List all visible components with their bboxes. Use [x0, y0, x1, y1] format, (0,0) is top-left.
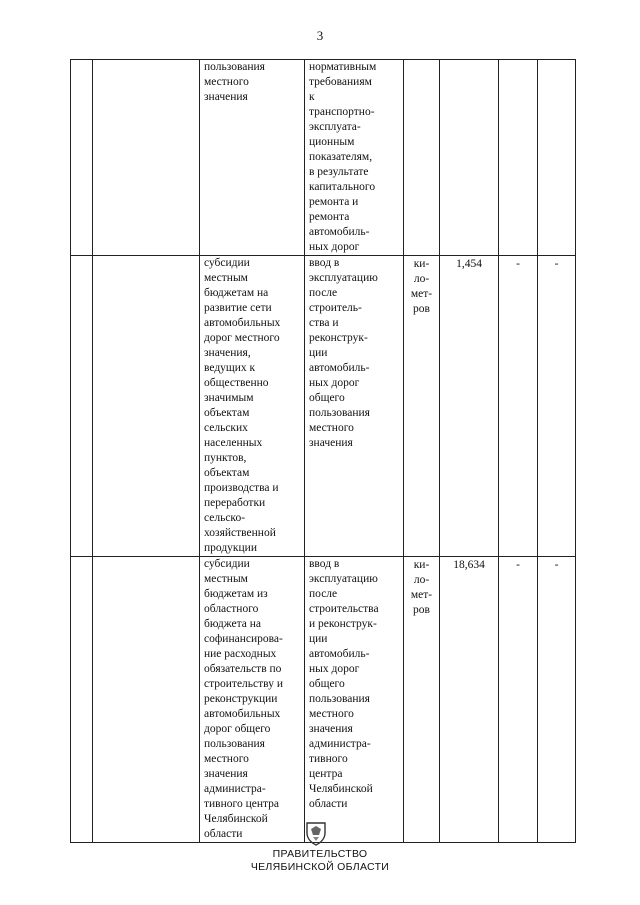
cell-line: пунктов, [204, 452, 247, 464]
cell-line: ки- [413, 559, 430, 571]
cell-line: ции [309, 633, 328, 645]
cell-line: объектам [204, 407, 250, 419]
cell-index [71, 60, 93, 256]
cell-line: мет- [410, 288, 433, 300]
cell-line: эксплуатацию [309, 272, 378, 284]
coat-of-arms-icon [304, 820, 328, 846]
table-row [71, 256, 576, 557]
cell-line: пользования [309, 693, 370, 705]
cell-line: эксплуата- [309, 121, 361, 133]
cell-value-2: - [499, 557, 538, 843]
cell-unit [404, 557, 440, 843]
cell-value-2: - [499, 256, 538, 557]
cell-line: администра- [204, 783, 266, 795]
cell-line: центра [309, 768, 343, 780]
cell-purpose [200, 60, 305, 256]
cell-line: и реконструк- [309, 618, 377, 630]
cell-line: объектам [204, 467, 250, 479]
cell-line: бюджетам на [204, 287, 269, 299]
cell-line: производства и [204, 482, 279, 494]
cell-line: автомобильных [204, 708, 281, 720]
cell-line: общественно [204, 377, 269, 389]
cell-line: ремонта и [309, 196, 359, 208]
cell-value-2 [499, 60, 538, 256]
page-number: 3 [316, 28, 324, 43]
cell-line: пользования [309, 407, 370, 419]
cell-line: автомобильных [204, 317, 281, 329]
cell-line: развитие сети [204, 302, 272, 314]
cell-value-3 [538, 60, 576, 256]
cell-line: ционным [309, 136, 355, 148]
cell-line: местным [204, 573, 248, 585]
cell-line: тивного [309, 753, 348, 765]
cell-line: ров [413, 604, 430, 616]
cell-line: автомобиль- [309, 226, 370, 238]
cell-line: области [204, 828, 243, 840]
cell-line: ремонта [309, 211, 350, 223]
cell-line: субсидии [204, 558, 250, 570]
government-footer [0, 848, 640, 874]
cell-line: к [309, 91, 315, 103]
cell-index [71, 256, 93, 557]
cell-line: значения, [204, 347, 251, 359]
cell-line: после [309, 588, 338, 600]
footer-line-2: ЧЕЛЯБИНСКОЙ ОБЛАСТИ [250, 861, 390, 873]
cell-line: дорог местного [204, 332, 280, 344]
cell-line: ввод в [309, 558, 340, 570]
cell-line: тивного центра [204, 798, 280, 810]
cell-line: сельско- [204, 512, 246, 524]
cell-value-3: - [538, 256, 576, 557]
cell-line: обязательств по [204, 663, 282, 675]
cell-line: требованиям [309, 76, 372, 88]
cell-purpose [200, 557, 305, 843]
cell-line: Челябинской [204, 813, 268, 825]
cell-line: реконструк- [309, 332, 368, 344]
cell-line: ных дорог [309, 241, 360, 253]
cell-line: Челябинской [309, 783, 373, 795]
cell-line: дорог общего [204, 723, 271, 735]
cell-unit [404, 256, 440, 557]
cell-line: в результате [309, 166, 369, 178]
cell-line: реконструкции [204, 693, 278, 705]
cell-task [93, 256, 200, 557]
cell-line: администра- [309, 738, 371, 750]
program-table [70, 59, 576, 843]
cell-line: значения [309, 723, 353, 735]
cell-line: значения [204, 91, 248, 103]
cell-line: местного [204, 753, 249, 765]
cell-task [93, 557, 200, 843]
cell-unit [404, 60, 440, 256]
cell-line: ло- [413, 574, 430, 586]
cell-line: автомобиль- [309, 648, 370, 660]
cell-line: бюджета на [204, 618, 262, 630]
cell-value: 18,634 [440, 557, 499, 843]
cell-line: софинансирова- [204, 633, 283, 645]
table-row [71, 557, 576, 843]
cell-purpose [200, 256, 305, 557]
cell-line: продукции [204, 542, 257, 554]
cell-line: области [309, 798, 348, 810]
cell-index [71, 557, 93, 843]
cell-line: пользования [204, 738, 265, 750]
cell-line: сельских [204, 422, 248, 434]
cell-line: населенных [204, 437, 263, 449]
cell-value-3: - [538, 557, 576, 843]
cell-result [305, 60, 404, 256]
cell-line: местным [204, 272, 248, 284]
cell-line: ввод в [309, 257, 340, 269]
cell-line: нормативным [309, 61, 377, 73]
cell-line: ки- [413, 258, 430, 270]
cell-line: пользования [204, 61, 265, 73]
cell-line: местного [309, 422, 354, 434]
cell-line: общего [309, 678, 345, 690]
cell-value [440, 60, 499, 256]
cell-line: ров [413, 303, 430, 315]
cell-line: хозяйственной [204, 527, 276, 539]
cell-line: бюджетам из [204, 588, 268, 600]
cell-line: строительства [309, 603, 379, 615]
cell-line: значимым [204, 392, 254, 404]
cell-line: показателям, [309, 151, 373, 163]
cell-line: местного [204, 76, 249, 88]
cell-line: эксплуатацию [309, 573, 378, 585]
cell-result [305, 256, 404, 557]
cell-line: строительству и [204, 678, 283, 690]
cell-line: ции [309, 347, 328, 359]
cell-line: значения [204, 768, 248, 780]
cell-line: ло- [413, 273, 430, 285]
cell-line: ных дорог [309, 377, 360, 389]
cell-line: ние расходных [204, 648, 277, 660]
footer-line-1: ПРАВИТЕЛЬСТВО [272, 848, 368, 860]
cell-line: мет- [410, 589, 433, 601]
cell-line: капитального [309, 181, 376, 193]
cell-line: ных дорог [309, 663, 360, 675]
cell-task [93, 60, 200, 256]
cell-line: значения [309, 437, 353, 449]
cell-line: транспортно- [309, 106, 375, 118]
table-row [71, 60, 576, 256]
cell-result [305, 557, 404, 843]
cell-line: после [309, 287, 338, 299]
cell-line: автомобиль- [309, 362, 370, 374]
cell-line: ведущих к [204, 362, 256, 374]
cell-line: местного [309, 708, 354, 720]
cell-line: областного [204, 603, 259, 615]
cell-value: 1,454 [440, 256, 499, 557]
cell-line: субсидии [204, 257, 250, 269]
cell-line: общего [309, 392, 345, 404]
cell-line: переработки [204, 497, 266, 509]
cell-line: ства и [309, 317, 339, 329]
cell-line: строитель- [309, 302, 362, 314]
